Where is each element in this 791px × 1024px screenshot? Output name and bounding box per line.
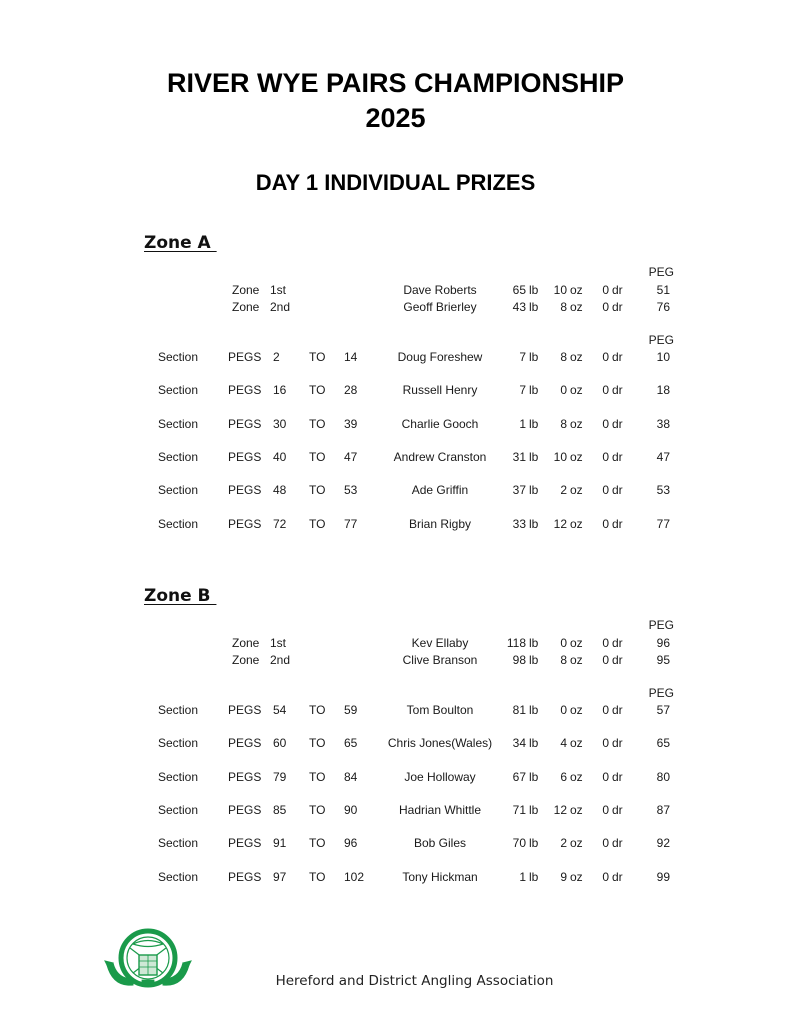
- peg-range-to: 90: [344, 802, 358, 817]
- angler-name: Chris Jones(Wales): [387, 736, 493, 751]
- section-label: Section: [158, 449, 199, 464]
- unit-oz: oz: [570, 516, 583, 531]
- peg-number: 76: [656, 300, 670, 314]
- weight-oz: 8: [560, 350, 567, 364]
- unit-oz: oz: [570, 869, 583, 884]
- place-label: 2nd: [270, 653, 291, 667]
- unit-lb: lb: [529, 636, 539, 650]
- pegs-label: PEGS: [228, 703, 262, 717]
- pegs-label: PEGS: [228, 769, 262, 784]
- weight-lb: 34: [512, 736, 526, 751]
- weight-oz: 0: [560, 703, 567, 717]
- peg-range-from: 85: [273, 802, 287, 817]
- angler-name: Ade Griffin: [411, 483, 469, 498]
- unit-dr: dr: [612, 416, 623, 431]
- pegs-label: PEGS: [228, 802, 262, 817]
- weight-lb: 118: [506, 636, 526, 650]
- angler-name: Brian Rigby: [408, 516, 472, 531]
- weight-dr: 0: [602, 416, 609, 431]
- weight-lb: 1: [519, 416, 526, 431]
- unit-dr: dr: [612, 350, 623, 364]
- unit-dr: dr: [612, 636, 623, 650]
- peg-range-to: 53: [344, 483, 358, 498]
- weight-dr: 0: [602, 350, 609, 364]
- weight-oz: 0: [560, 383, 567, 398]
- unit-oz: oz: [570, 416, 583, 431]
- peg-number: 96: [656, 636, 670, 650]
- unit-lb: lb: [529, 802, 539, 817]
- weight-lb: 37: [512, 483, 526, 498]
- weight-lb: 7: [519, 350, 526, 364]
- unit-lb: lb: [529, 516, 539, 531]
- weight-dr: 0: [602, 300, 609, 314]
- weight-dr: 0: [602, 516, 609, 531]
- title-year: 2025: [365, 103, 426, 133]
- weight-dr: 0: [602, 703, 609, 717]
- pegs-label: PEGS: [228, 736, 262, 751]
- to-label: TO: [309, 483, 326, 498]
- to-label: TO: [309, 736, 326, 751]
- unit-dr: dr: [612, 836, 623, 851]
- title-line-1: RIVER WYE PAIRS CHAMPIONSHIP: [166, 68, 625, 98]
- to-label: TO: [309, 350, 326, 364]
- unit-oz: oz: [570, 350, 583, 364]
- unit-oz: oz: [570, 300, 583, 314]
- peg-range-from: 91: [273, 836, 287, 851]
- to-label: TO: [309, 769, 326, 784]
- section-label: Section: [158, 802, 199, 817]
- peg-range-from: 54: [273, 703, 287, 717]
- unit-oz: oz: [570, 653, 583, 667]
- unit-oz: oz: [570, 703, 583, 717]
- unit-lb: lb: [529, 483, 539, 498]
- weight-oz: 0: [560, 636, 567, 650]
- unit-lb: lb: [529, 736, 539, 751]
- weight-oz: 10: [553, 283, 567, 297]
- unit-lb: lb: [529, 300, 539, 314]
- peg-number: 95: [656, 653, 670, 667]
- unit-dr: dr: [612, 283, 623, 297]
- angler-name: Russell Henry: [402, 383, 478, 398]
- weight-lb: 43: [512, 300, 526, 314]
- weight-lb: 67: [512, 769, 526, 784]
- angler-name: Hadrian Whittle: [398, 802, 482, 817]
- unit-lb: lb: [529, 869, 539, 884]
- weight-dr: 0: [602, 383, 609, 398]
- to-label: TO: [309, 383, 326, 398]
- zone-label: Zone: [232, 653, 260, 667]
- unit-lb: lb: [529, 416, 539, 431]
- weight-dr: 0: [602, 869, 609, 884]
- unit-dr: dr: [612, 802, 623, 817]
- weight-lb: 71: [512, 802, 526, 817]
- peg-range-to: 59: [344, 703, 358, 717]
- to-label: TO: [309, 802, 326, 817]
- zone-label: Zone: [232, 283, 260, 297]
- pegs-label: PEGS: [228, 350, 262, 364]
- zone-heading: Zone B: [144, 586, 217, 606]
- weight-lb: 65: [512, 283, 526, 297]
- peg-number: 99: [656, 869, 670, 884]
- section-label: Section: [158, 383, 199, 398]
- peg-range-to: 39: [344, 416, 358, 431]
- unit-oz: oz: [570, 836, 583, 851]
- peg-number: 47: [656, 449, 670, 464]
- unit-lb: lb: [529, 836, 539, 851]
- unit-lb: lb: [529, 350, 539, 364]
- unit-dr: dr: [612, 449, 623, 464]
- zone-label: Zone: [232, 300, 260, 314]
- place-label: 1st: [270, 636, 287, 650]
- angler-name: Tony Hickman: [402, 869, 478, 884]
- peg-range-from: 2: [273, 350, 280, 364]
- section-label: Section: [158, 869, 199, 884]
- section-label: Section: [158, 769, 199, 784]
- angler-name: Andrew Cranston: [393, 449, 487, 464]
- peg-number: 65: [656, 736, 670, 751]
- peg-number: 53: [656, 483, 670, 498]
- section-label: Section: [158, 703, 199, 717]
- unit-oz: oz: [570, 449, 583, 464]
- weight-oz: 4: [560, 736, 567, 751]
- unit-dr: dr: [612, 383, 623, 398]
- unit-lb: lb: [529, 769, 539, 784]
- weight-lb: 33: [512, 516, 526, 531]
- unit-lb: lb: [529, 653, 539, 667]
- pegs-label: PEGS: [228, 516, 262, 531]
- section-label: Section: [158, 836, 199, 851]
- peg-number: 57: [656, 703, 670, 717]
- weight-oz: 12: [553, 802, 567, 817]
- angler-name: Kev Ellaby: [411, 636, 469, 650]
- to-label: TO: [309, 416, 326, 431]
- unit-oz: oz: [570, 483, 583, 498]
- weight-oz: 6: [560, 769, 567, 784]
- pegs-label: PEGS: [228, 869, 262, 884]
- peg-range-from: 60: [273, 736, 287, 751]
- pegs-label: PEGS: [228, 383, 262, 398]
- peg-range-from: 48: [273, 483, 287, 498]
- peg-number: 10: [656, 350, 670, 364]
- angler-name: Tom Boulton: [406, 703, 474, 717]
- unit-oz: oz: [570, 383, 583, 398]
- weight-dr: 0: [602, 636, 609, 650]
- weight-dr: 0: [602, 836, 609, 851]
- unit-oz: oz: [570, 769, 583, 784]
- pegs-label: PEGS: [228, 836, 262, 851]
- peg-range-to: 96: [344, 836, 358, 851]
- peg-range-to: 102: [344, 869, 365, 884]
- section-label: Section: [158, 516, 199, 531]
- place-label: 1st: [270, 283, 287, 297]
- section-label: Section: [158, 350, 199, 364]
- peg-column-header: PEG: [648, 265, 674, 279]
- unit-lb: lb: [529, 283, 539, 297]
- peg-number: 77: [656, 516, 670, 531]
- angler-name: Charlie Gooch: [401, 416, 479, 431]
- weight-lb: 98: [512, 653, 526, 667]
- peg-range-to: 84: [344, 769, 358, 784]
- weight-dr: 0: [602, 283, 609, 297]
- unit-lb: lb: [529, 383, 539, 398]
- unit-oz: oz: [570, 636, 583, 650]
- unit-dr: dr: [612, 769, 623, 784]
- unit-dr: dr: [612, 516, 623, 531]
- peg-column-header: PEG: [648, 618, 674, 632]
- zone-heading: Zone A: [144, 233, 217, 253]
- unit-dr: dr: [612, 653, 623, 667]
- weight-lb: 7: [519, 383, 526, 398]
- to-label: TO: [309, 836, 326, 851]
- weight-oz: 2: [560, 836, 567, 851]
- weight-lb: 70: [512, 836, 526, 851]
- zone-label: Zone: [232, 636, 260, 650]
- weight-lb: 81: [512, 703, 526, 717]
- weight-oz: 2: [560, 483, 567, 498]
- angler-name: Clive Branson: [402, 653, 478, 667]
- footer-organisation: Hereford and District Angling Association: [275, 973, 554, 989]
- to-label: TO: [309, 703, 326, 717]
- weight-dr: 0: [602, 736, 609, 751]
- peg-number: 18: [656, 383, 670, 398]
- page-subtitle: DAY 1 INDIVIDUAL PRIZES: [255, 170, 536, 195]
- pegs-label: PEGS: [228, 449, 262, 464]
- section-label: Section: [158, 483, 199, 498]
- weight-lb: 31: [512, 449, 526, 464]
- weight-oz: 8: [560, 300, 567, 314]
- weight-dr: 0: [602, 769, 609, 784]
- peg-range-from: 97: [273, 869, 287, 884]
- peg-range-from: 72: [273, 516, 287, 531]
- peg-number: 87: [656, 802, 670, 817]
- peg-range-to: 14: [344, 350, 358, 364]
- unit-lb: lb: [529, 703, 539, 717]
- section-label: Section: [158, 416, 199, 431]
- pegs-label: PEGS: [228, 416, 262, 431]
- angler-name: Bob Giles: [413, 836, 467, 851]
- angler-name: Dave Roberts: [403, 283, 477, 297]
- unit-dr: dr: [612, 703, 623, 717]
- peg-range-from: 30: [273, 416, 287, 431]
- weight-oz: 10: [553, 449, 567, 464]
- unit-dr: dr: [612, 483, 623, 498]
- weight-dr: 0: [602, 802, 609, 817]
- to-label: TO: [309, 516, 326, 531]
- peg-range-from: 16: [273, 383, 287, 398]
- unit-oz: oz: [570, 802, 583, 817]
- peg-column-header: PEG: [648, 333, 674, 347]
- peg-range-from: 40: [273, 449, 287, 464]
- pegs-label: PEGS: [228, 483, 262, 498]
- to-label: TO: [309, 449, 326, 464]
- weight-oz: 8: [560, 416, 567, 431]
- unit-dr: dr: [612, 736, 623, 751]
- weight-oz: 8: [560, 653, 567, 667]
- weight-dr: 0: [602, 653, 609, 667]
- to-label: TO: [309, 869, 326, 884]
- place-label: 2nd: [270, 300, 291, 314]
- weight-oz: 12: [553, 516, 567, 531]
- angler-name: Joe Holloway: [404, 769, 476, 784]
- peg-number: 38: [656, 416, 670, 431]
- peg-range-to: 28: [344, 383, 358, 398]
- peg-range-to: 47: [344, 449, 358, 464]
- peg-range-to: 77: [344, 516, 358, 531]
- unit-oz: oz: [570, 283, 583, 297]
- section-label: Section: [158, 736, 199, 751]
- angler-name: Doug Foreshew: [397, 350, 483, 364]
- unit-dr: dr: [612, 869, 623, 884]
- unit-lb: lb: [529, 449, 539, 464]
- peg-number: 51: [656, 283, 670, 297]
- weight-lb: 1: [519, 869, 526, 884]
- peg-column-header: PEG: [648, 686, 674, 700]
- peg-range-to: 65: [344, 736, 358, 751]
- peg-number: 80: [656, 769, 670, 784]
- weight-oz: 9: [560, 869, 567, 884]
- peg-number: 92: [656, 836, 670, 851]
- unit-oz: oz: [570, 736, 583, 751]
- weight-dr: 0: [602, 449, 609, 464]
- peg-range-from: 79: [273, 769, 287, 784]
- weight-dr: 0: [602, 483, 609, 498]
- unit-dr: dr: [612, 300, 623, 314]
- angler-name: Geoff Brierley: [403, 300, 477, 314]
